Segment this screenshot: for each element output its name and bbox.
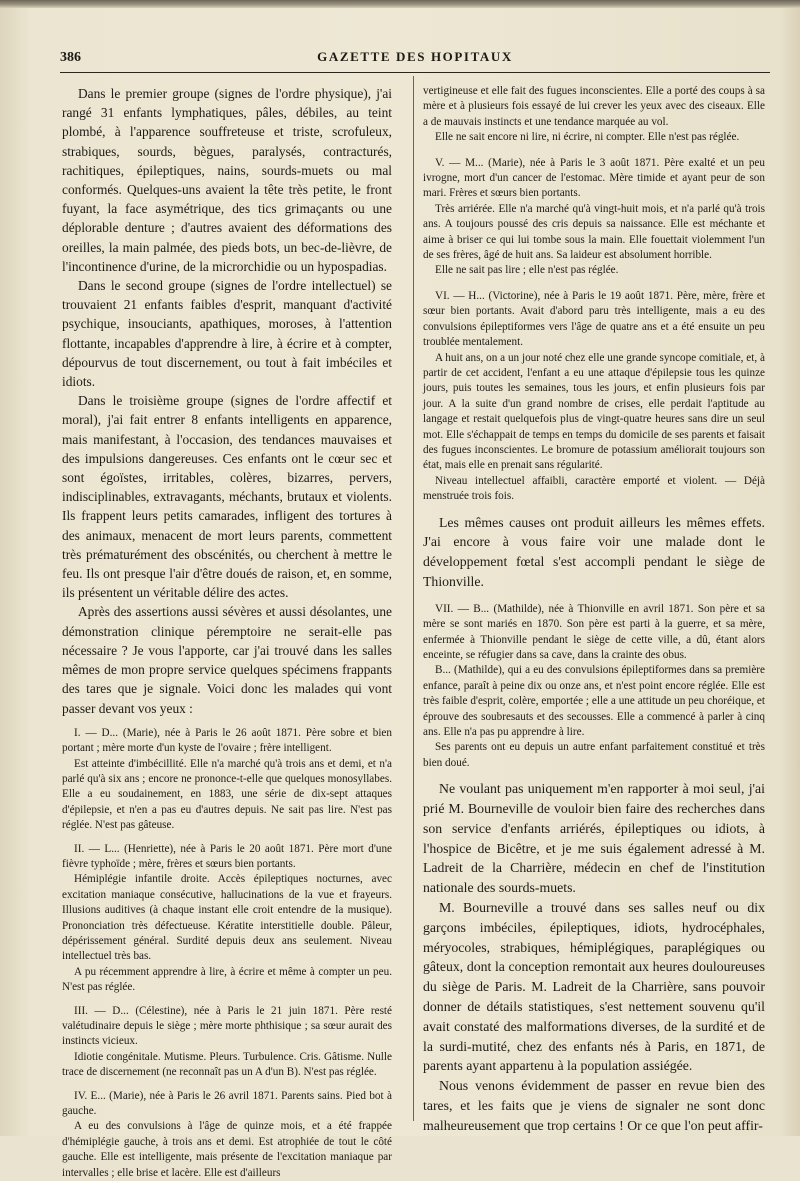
paragraph-bourneville-findings: M. Bourneville a trouvé dans ses salles neuf ou dix garçons imbéciles, épileptiques, idiots, hydrocéphales, méryocoles, strabiques, hémiplégiques, paraplégiques ou gâteux, dont la conception remontait aux heures douloureuses du siège de Paris. M. Ladreit de la Charrière, sans pouvoir donner de détails statistiques, s'est nettement souvenu qu'il avait constaté des malformations diverses, de la surdité et de la surdi-mutité, chez des enfants nés à Paris, en 1871, de parents ayant appartenu à la population assiégée. [423, 900, 765, 1074]
case-3-header: III. — D... (Célestine), née à Paris le 21 juin 1871. Père resté valétudinaire depuis le siège ; mère morte phthisique ; sa sœur aurait des instincts vicieux. [62, 1004, 392, 1048]
case-4-note: Elle ne sait encore ni lire, ni écrire, ni compter. Elle n'est pas réglée. [435, 131, 740, 144]
journal-title: GAZETTE DES HOPITAUX [317, 49, 513, 64]
case-3-body: Idiotie congénitale. Mutisme. Pleurs. Turbulence. Cris. Gâtisme. Nulle trace de discernement (ne reconnaît pas un A d'un B). N'est pas réglée. [62, 1050, 392, 1079]
paragraph-intellectual-group: Dans le second groupe (signes de l'ordre intellectuel) se trouvaient 21 enfants faibles d'esprit, manquant d'activité psychique, insouciants, apathiques, moroses, à l'attention flottante, incapables d'apprendre à lire, à écrire et à compter, dépourvus de tout discernement, ou tout à fait imbéciles et idiots. [62, 278, 392, 390]
case-1-header: I. — D... (Marie), née à Paris le 26 août 1871. Père sobre et bien portant ; mère morte d'un kyste de l'ovaire ; frère intelligent. [62, 726, 392, 755]
paragraph-clinical-demonstration: Après des assertions aussi sévères et aussi désolantes, une démonstration clinique péremptoire ne serait-elle pas nécessaire ? Je vous l'apporte, car j'ai trouvé dans les salles mêmes de mon propre service quelques spécimens frappants des tares que je signale. Voici donc les malades qui vont passer devant vos yeux : [62, 604, 392, 716]
case-1-body: Est atteinte d'imbécillité. Elle n'a marché qu'à trois ans et demi, et n'a parlé qu'à six ans ; encore ne prononce-t-elle que quelques monosyllabes. Elle a eu soudainement, en 1883, une série de dix-sept attaques d'épilepsie, et n'en a pas eu d'autres depuis. Ne sait pas lire. N'est pas réglée. N'est pas gâteuse. [62, 757, 392, 832]
case-6-body: A huit ans, on a un jour noté chez elle une grande syncope comitiale, et, à partir de cet accident, l'enfant a eu une attaque d'épilepsie tous les quinze jours, puis toutes les semaines, tous les jours, et enfin plusieurs fois par jour. A la suite d'un grand nombre de crises, elle perdait l'aptitude au langage et restait quelquefois plus de vingt-quatre heures sans dire un seul mot. Elle s'échappait de temps en temps du domicile de ses parents et faisait des fugues inconscientes. Le bromure de potassium améliorait toujours son état, mais elle en prenait sans régularité. [423, 351, 765, 472]
case-6-note: Niveau intellectuel affaibli, caractère emporté et violent. — Déjà menstruée trois fois. [423, 474, 765, 503]
column-divider [413, 76, 414, 1121]
page-top-edge [0, 0, 800, 8]
case-5-header: V. — M... (Marie), née à Paris le 3 août 1871. Père exalté et un peu ivrogne, mort d'un cancer de l'estomac. Mère timide et ayant peur de son mari. Frères et sœurs bien portants. [423, 156, 765, 200]
paragraph-bourneville-request: Ne voulant pas uniquement m'en rapporter à moi seul, j'ai prié M. Bourneville de vouloir bien faire des recherches dans son service d'enfants arriérés, épileptiques ou idiots, à l'hospice de Bicêtre, et je me suis également adressé à M. Ladreit de la Charrière, médecin en chef de l'institution nationale des sourds-muets. [423, 781, 765, 896]
case-6-header: VI. — H... (Victorine), née à Paris le 19 août 1871. Père, mère, frère et sœur bien portants. Avait d'abord paru très intelligente, mais a eu des convulsions épileptiformes vers l'âge de quatre ans et a été ensuite un peu troublée mentalement. [423, 289, 765, 349]
case-5-body: Très arriérée. Elle n'a marché qu'à vingt-huit mois, et n'a parlé qu'à trois ans. A toujours poussé des cris depuis sa naissance. Elle est méchante et aime à briser ce qui lui tombe sous la main. Elle fouettait violemment l'un de ses frères, âgé de huit ans. Sa laideur est absolument horrible. [423, 202, 765, 262]
case-2-header: II. — L... (Henriette), née à Paris le 20 août 1871. Père mort d'une fièvre typhoïde ; mère, frères et sœurs bien portants. [62, 842, 392, 870]
case-2-note: A pu récemment apprendre à lire, à écrire et même à compter un peu. N'est pas réglée. [62, 965, 392, 994]
case-4-continued: vertigineuse et elle fait des fugues inconscientes. Elle a porté des coups à sa mère et à plusieurs fois essayé de lui crever les yeux avec des ciseaux. Elle a de mauvais instincts et une tendance marquée au vol. [423, 85, 765, 128]
page-number: 386 [60, 50, 81, 65]
case-4-body: A eu des convulsions à l'âge de quinze mois, et a été frappée d'hémiplégie gauche, à trois ans et demi. Est atrophiée de tout le côté gauche. Elle est intelligente, mais présente de l'excitation maniaque par intervalles ; elle brise et lacère. Elle est d'ailleurs [62, 1120, 392, 1179]
paragraph-physical-group: Dans le premier groupe (signes de l'ordre physique), j'ai rangé 31 enfants lymphatiques, pâles, débiles, au teint plombé, à l'apparence souffreteuse et triste, scrofuleux, strabiques, sourds, bègues, paralysés, contracturés, rachitiques, épileptiques, nains, sourds-muets ou mal conformés. Quelques-uns avaient la tête très petite, le front fuyant, la face asymétrique, des tics grimaçants ou une déplorable denture ; d'autres avaient des déformations des oreilles, la main palmée, des pieds bots, un bec-de-lièvre, de l'incontinence d'urine, de la microrchidie ou un hypospadias. [62, 86, 392, 274]
right-column [423, 84, 765, 1133]
header-rule [60, 72, 770, 73]
case-2-body: Hémiplégie infantile droite. Accès épileptiques nocturnes, avec excitation maniaque consécutive, hallucinations de la vue et frayeurs. Illusions auditives (à chaque instant elle croit entendre de la musique). Prononciation très défectueuse. Kératite interstitielle double. Pâleur, dépérissement général. Surdité depuis deux ans seulement. Niveau intellectuel très bas. [62, 873, 392, 963]
left-column [62, 84, 392, 1179]
case-7-body: B... (Mathilde), qui a eu des convulsions épileptiformes dans sa première enfance, paraît à peine dix ou onze ans, et n'est point encore réglée. Elle est très faible d'esprit, colère, emportée ; elle a une attitude un peu choréique, et éprouve des soubresauts et des secousses. Elle a commencé à parler à cinq ans. Elle n'a pas pu apprendre à lire. [423, 664, 765, 738]
paragraph-moral-group: Dans le troisième groupe (signes de l'ordre affectif et moral), j'ai fait entrer 8 enfants intelligents en apparence, mais manifestant, à l'occasion, des tendances mauvaises et des impulsions dangereuses. Ces enfants ont le cœur sec et sont égoïstes, irritables, colères, bizarres, pervers, indisciplinables, extravagants, méchants, brutaux et violents. Ils frappent leurs petits camarades, infligent des tortures à des animaux, menacent de mort leurs parents, commettent très prématurément des obscénités, ou cherchent à mettre le feu. Ils ont presque l'air d'être doués de raison, et, en somme, ils présentent un véritable délire des actes. [62, 393, 392, 601]
paragraph-conclusion: Nous venons évidemment de passer en revue bien des tares, et les faits que je viens de signaler ne sont donc malheureusement que trop certains ! Or ce que l'on peut affir- [423, 1078, 765, 1133]
case-5-note: Elle ne sait pas lire ; elle n'est pas réglée. [435, 264, 619, 277]
page-header [60, 44, 770, 70]
paragraph-same-causes: Les mêmes causes ont produit ailleurs les mêmes effets. J'ai encore à vous faire voir une malade dont le développement fœtal s'est accompli pendant le siège de Thionville. [423, 514, 765, 589]
case-7-header: VII. — B... (Mathilde), née à Thionville en avril 1871. Son père et sa mère se sont mariés en 1870. Son père est parti à la guerre, et sa mère, enfermée à Thionville pendant le siège de cette ville, a dû, étant alors enceinte, se réfugier dans sa cave, dans la crainte des obus. [423, 602, 765, 661]
case-4-header: IV. E... (Marie), née à Paris le 26 avril 1871. Parents sains. Pied bot à gauche. [62, 1089, 392, 1118]
case-7-note: Ses parents ont eu depuis un autre enfant parfaitement constitué et très bien doué. [423, 741, 765, 769]
